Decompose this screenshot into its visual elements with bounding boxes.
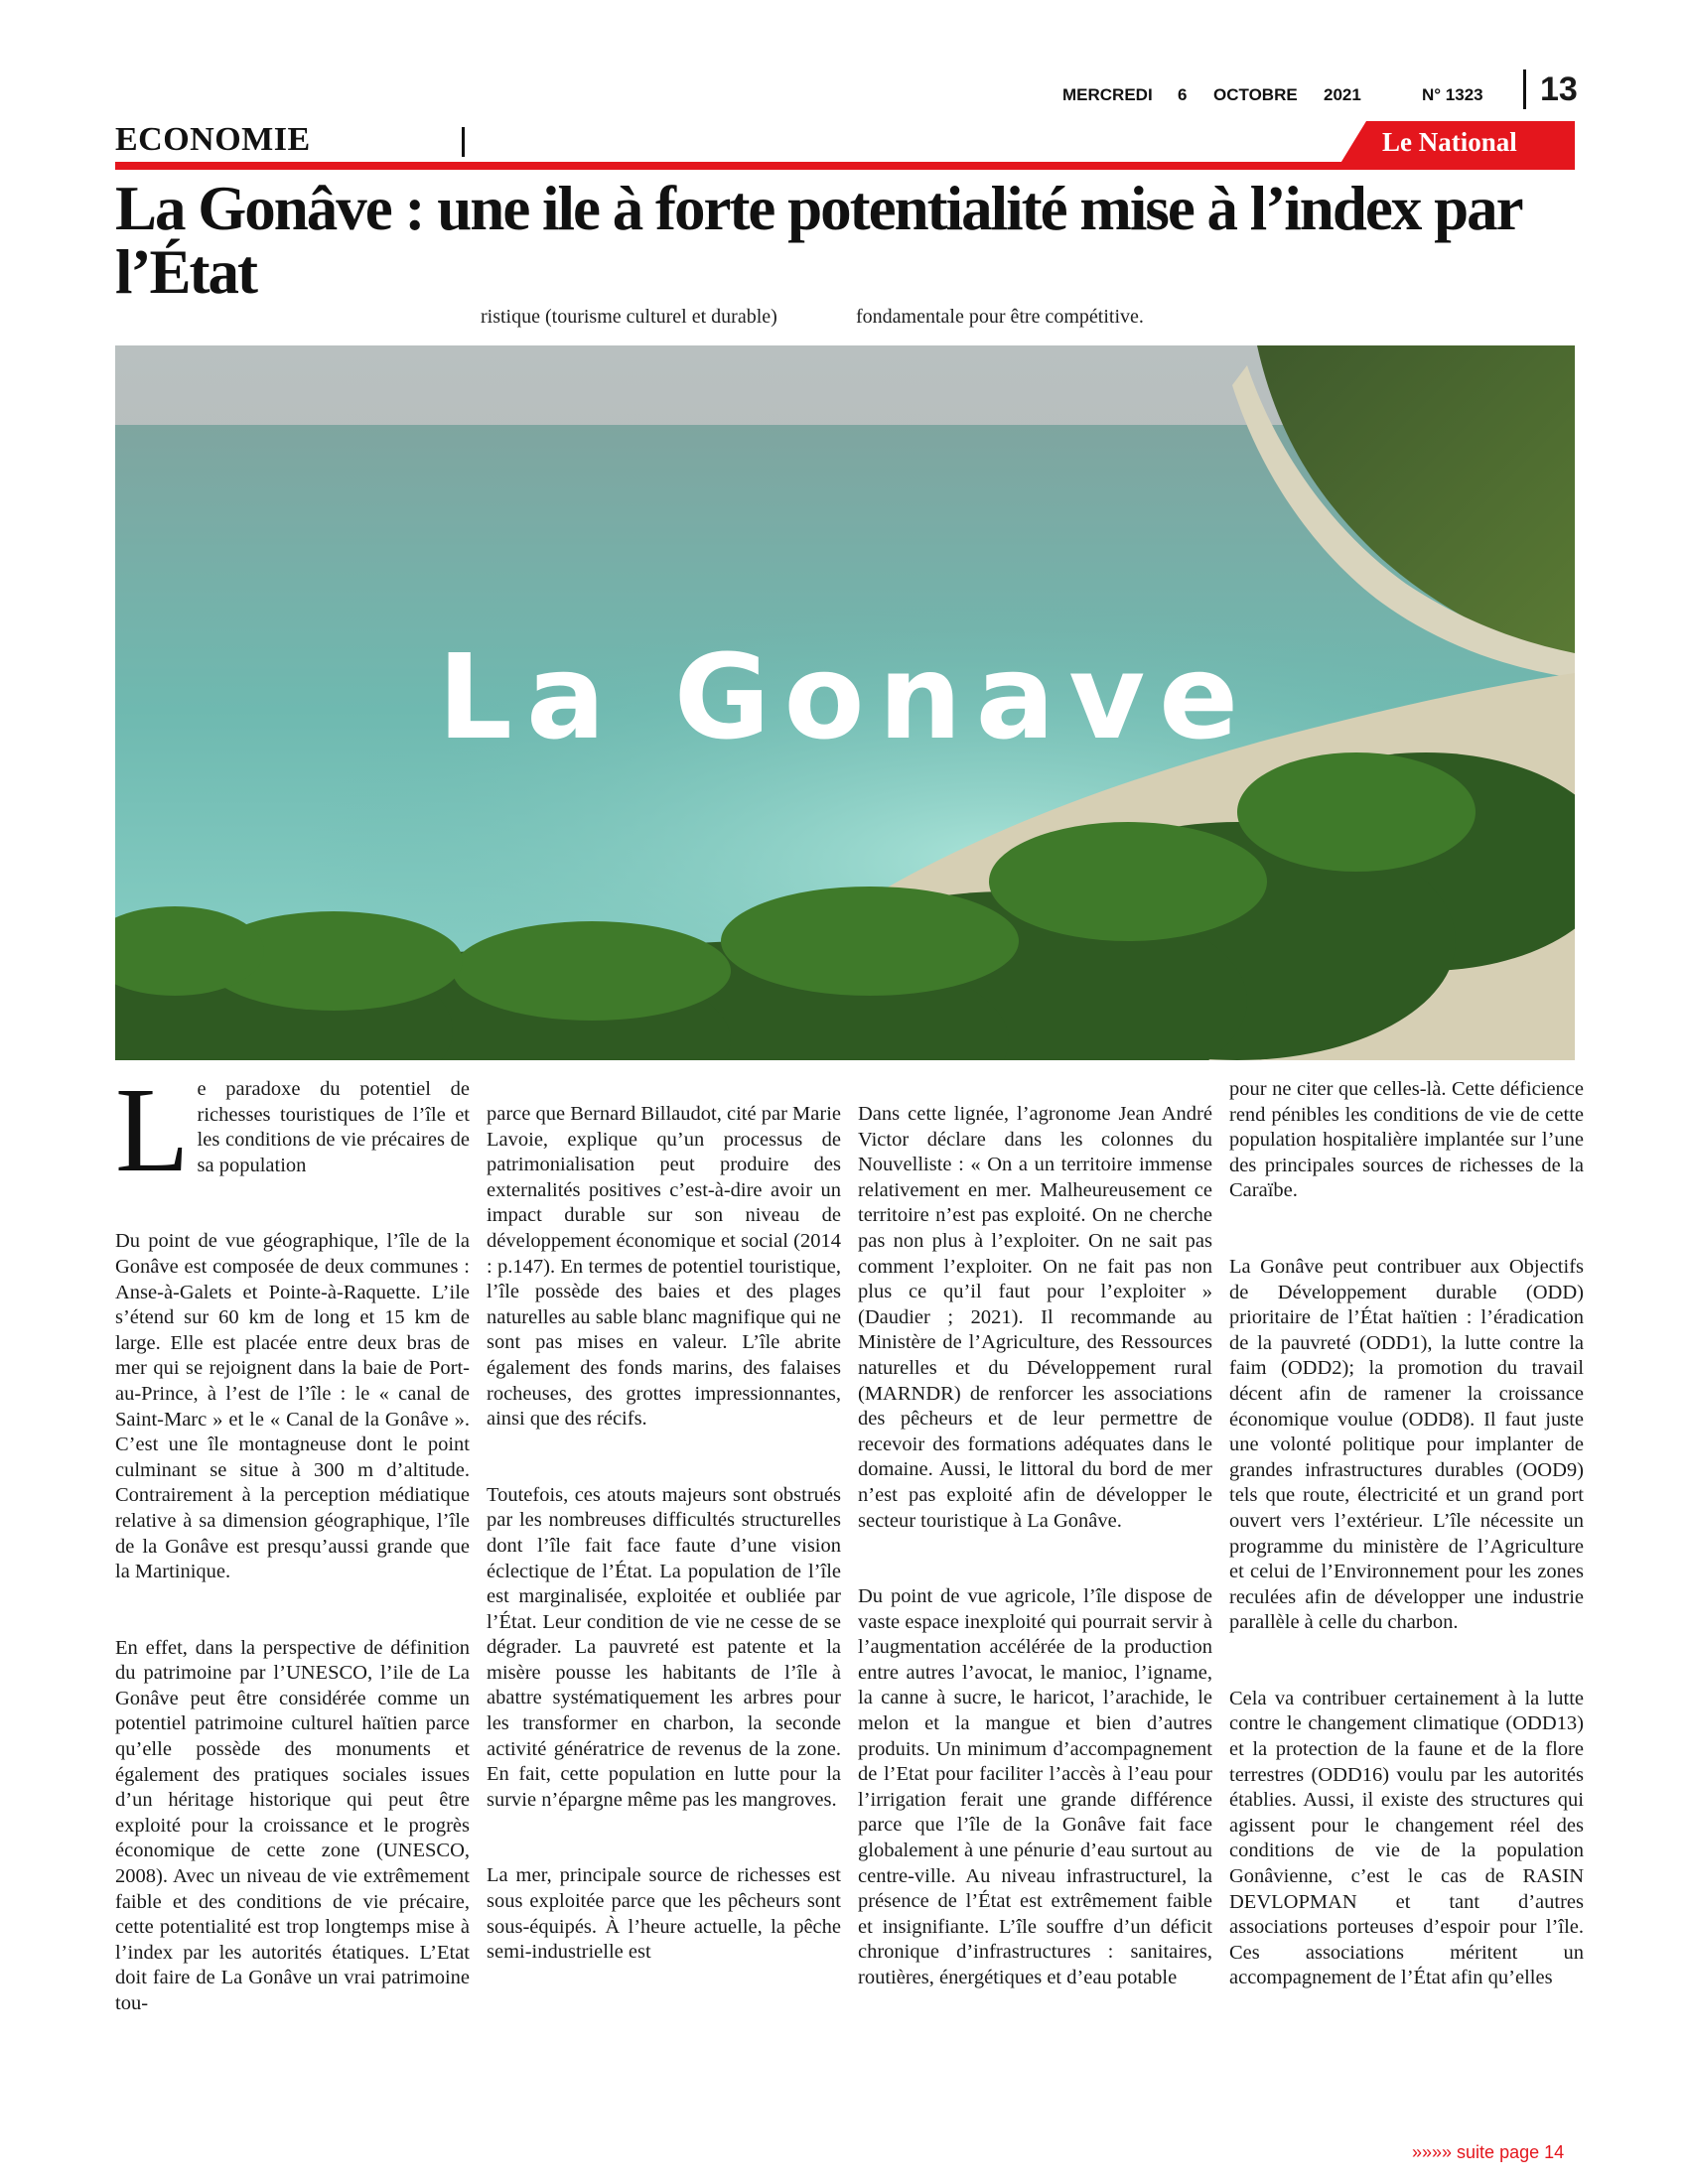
section-divider bbox=[462, 127, 465, 157]
paragraph: En effet, dans la perspective de définition du patrimoine par l’UNESCO, l’ile de La Gonâve peut être considérée comme un potentiel patrimoine culturel haïtien parce qu’elle possède des monuments et également des pratiques sociales issues d’un héritage historique qui peut être exploité pour la croissance et le progrès économique de cette zone (UNESCO, 2008). Avec un niveau de vie extrêmement faible et des conditions de vie précaire, cette potentialité est trop longtemps mise à l’index par les autorités étatiques. L’Etat doit faire de La Gonâve un vrai patrimoine tou- bbox=[115, 1636, 470, 2014]
column-4 bbox=[1229, 1077, 1584, 2042]
photo-title-overlay: La Gonave bbox=[437, 628, 1253, 765]
dateline-year: 2021 bbox=[1324, 85, 1361, 104]
continued-on-link[interactable]: »»»» suite page 14 bbox=[1412, 2142, 1565, 2162]
paragraph: La mer, principale source de richesses est sous exploitée parce que les pêcheurs sont sous-équipés. À l’heure actuelle, la pêche semi-industrielle est bbox=[487, 1864, 841, 1964]
paragraph: La Gonâve peut contribuer aux Objectifs de Développement durable (ODD) prioritaire de l’État haïtien : l’éradication de la pauvreté (ODD1), la lutte contre la faim (ODD2); la promotion du travail décent afin de ramener la croissance économique voulue (ODD8). Il faut juste une volonté politique pour implanter de grandes infrastructures durables (OOD9) tels que route, électricité et un grand port ouvert vers l’extérieur. L’île nécessite un programme du ministère de l’Agriculture et celui de l’Environnement pour les zones reculées afin de développer une industrie parallèle à celle du charbon. bbox=[1229, 1255, 1584, 1634]
beach-palm-illustration bbox=[115, 345, 1575, 1060]
paragraph: Dans cette lignée, l’agronome Jean André Victor déclare dans les colonnes du Nouvelliste : « On a un territoire immense relativement en mer. Malheureusement ce territoire n’est pas exploité. On ne cherche pas non plus à l’exploiter. On ne sait pas comment l’exploiter. On ne fait pas non plus ce qu’il faut pour l’exploiter » (Daudier ; 2021). Il recommande au Ministère de l’Agriculture, des Ressources naturelles et du Développement rural (MARNDR) de renforcer les associations des pêcheurs et de leur permettre de recevoir des formations adéquates dans le domaine. Aussi, le littoral du bord de mer n’est pas exploité afin de développer le secteur touristique à La Gonâve. bbox=[858, 1103, 1212, 1532]
paragraph: Du point de vue agricole, l’île dispose de vaste espace inexploité qui pourrait servir à l’augmentation accélérée de la production entre autres l’avocat, le manioc, l’igname, la canne à sucre, le haricot, l’arachide, le melon et la mangue et bien d’autres produits. Un minimum d’accompagnement de l’Etat pour faciliter l’accès à l’eau pour l’irrigation ferait une grande différence parce que l’île de la Gonâve fait face globalement à une pénurie d’eau surtout au centre-ville. Au niveau infrastructurel, la présence de l’État est extrêmement faible et insignifiante. L’île souffre d’un déficit chronique d’infrastructures : sanitaires, routières, énergétiques et d’eau potable bbox=[858, 1585, 1212, 1988]
text-fragment-2: fondamentale pour être compétitive. bbox=[856, 306, 1144, 328]
text-fragment-1: ristique (tourisme culturel et durable) bbox=[481, 306, 777, 328]
lede-paragraph bbox=[115, 1077, 470, 1178]
dateline-month: OCTOBRE bbox=[1213, 85, 1298, 104]
dateline-day: MERCREDI bbox=[1062, 85, 1153, 104]
column-1 bbox=[115, 1077, 470, 2068]
paragraph: pour ne citer que celles-là. Cette déficience rend pénibles les conditions de vie de cette population hospitalière implantée sur l’une des principales sources de richesses de la Caraïbe. bbox=[1229, 1078, 1584, 1202]
dateline-date: 6 bbox=[1178, 85, 1188, 104]
issue-number: N° 1323 bbox=[1422, 85, 1483, 104]
paragraph: parce que Bernard Billaudot, cité par Marie Lavoie, explique qu’un processus de patrimonialisation peut produire des externalités positives c’est-à-dire avoir un impact durable sur son niveau de développement économique et social (2014 : p.147). En termes de potentiel touristique, l’île possède des baies et des plages naturelles au sable blanc magnifique qui ne sont pas mises en valeur. L’île abrite également des fonds marins, des falaises rocheuses, des grottes impressionnantes, ainsi que des récifs. bbox=[487, 1103, 841, 1431]
dateline bbox=[1062, 77, 1489, 117]
article-photo bbox=[115, 345, 1575, 1060]
column-2 bbox=[487, 1077, 841, 2016]
article-headline: La Gonâve : une ile à forte potentialité mise à l’index par l’État bbox=[115, 174, 1521, 307]
paragraph: Toutefois, ces atouts majeurs sont obstrués par les nombreuses difficultés structurelles dont l’île fait face faute d’une vision éclectique de l’État. La population de l’île est marginalisée, exploitée et oubliée par l’État. Leur condition de vie ne cesse de se dégrader. La pauvreté est patente et la misère pousse les habitants de l’île à abattre systématiquement les arbres pour les transformer en charbon, la seconde activité génératrice de revenus de la zone. En fait, cette population en lutte pour la survie n’épargne même pas les mangroves. bbox=[487, 1483, 841, 1811]
lede-text: e paradoxe du potentiel de richesses touristiques de l’île et les conditions de vie précaires de sa population bbox=[197, 1078, 470, 1176]
drop-cap: L bbox=[115, 1077, 190, 1179]
page-number: 13 bbox=[1523, 69, 1578, 109]
column-3 bbox=[858, 1077, 1212, 2042]
newspaper-brand: Le National bbox=[1382, 127, 1517, 157]
paragraph: Du point de vue géographique, l’île de la Gonâve est composée de deux communes : Anse-à-Galets et Pointe-à-Raquette. L’ile s’étend sur 60 km de long et 15 km de large. Elle est placée entre deux bras de mer qui se rejoignent dans la baie de Port-au-Prince, à l’est de l’île : le « canal de Saint-Marc » et le « Canal de la Gonâve ». C’est une île montagneuse dont le point culminant se situe à 300 m d’altitude. Contrairement à la perception médiatique relative à sa dimension géographique, l’île de la Gonâve est presqu’aussi grande que la Martinique. bbox=[115, 1230, 470, 1583]
paragraph: Cela va contribuer certainement à la lutte contre le changement climatique (ODD13) et la protection de la faune et de la flore terrestres (ODD16) voulu par les autorités établies. Aussi, il existe des structures qui agissent pour le changement réel des conditions de vie de la population Gonâvienne, c’est le cas de RASIN DEVLOPMAN et tant d’autres associations porteuses d’espoir pour l’île. Ces associations méritent un accompagnement de l’État afin qu’elles bbox=[1229, 1687, 1584, 1989]
section-label: ECONOMIE bbox=[115, 121, 311, 158]
